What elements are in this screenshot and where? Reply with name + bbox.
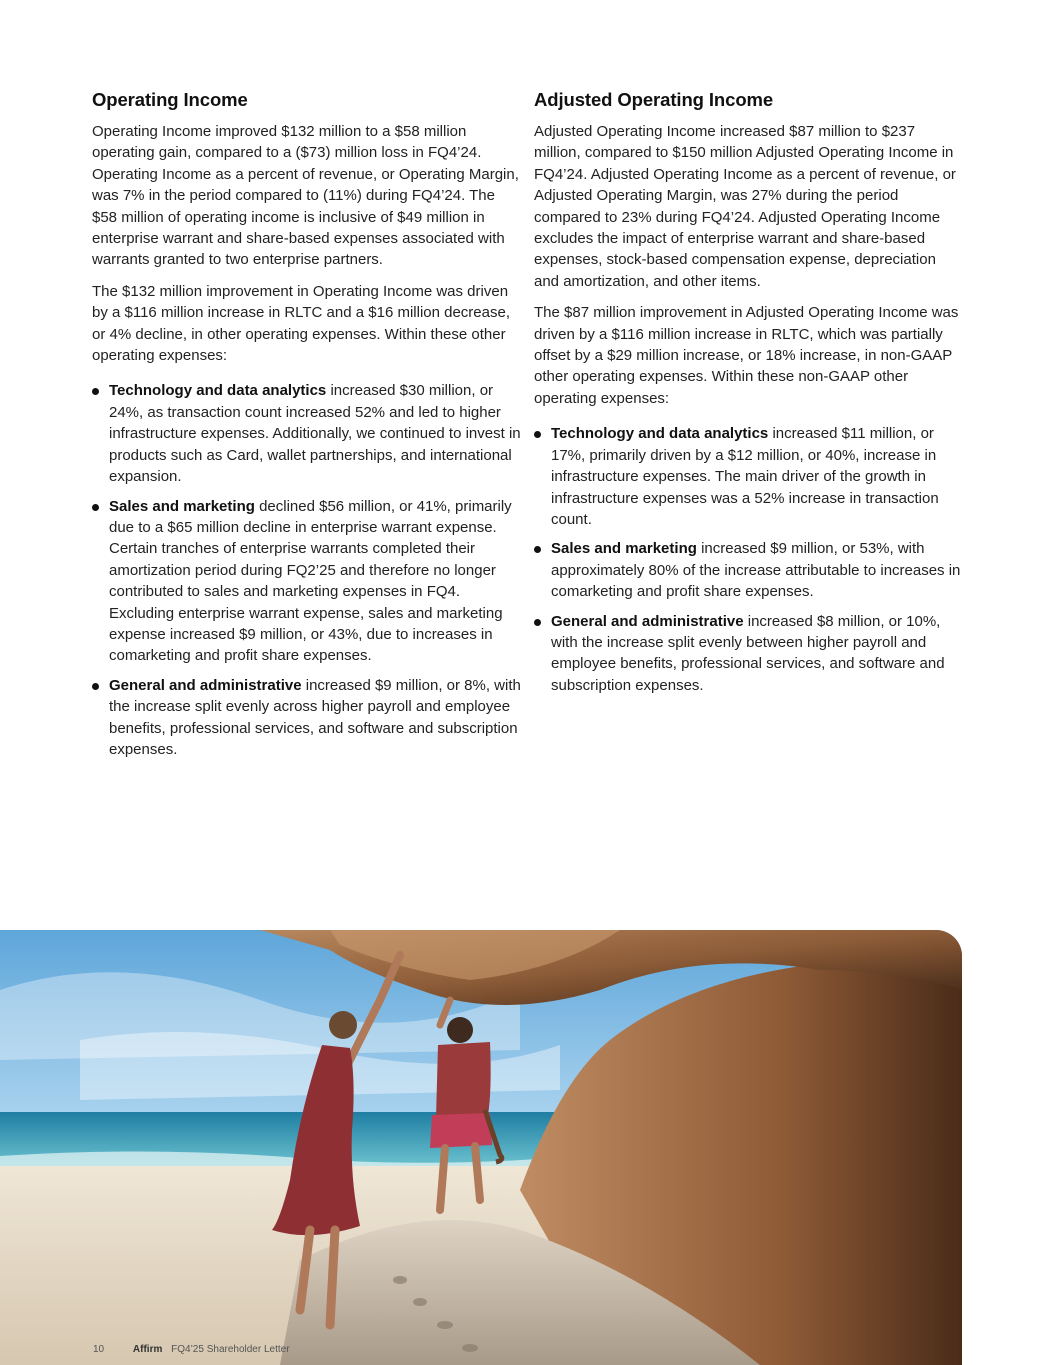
operating-income-paragraph-1: Operating Income improved $132 million to a $58 million operating gain, compared to a ($73) million loss in FQ4’24. Operating Income as a percent of revenue, or Operating Margin, was 7% in the period compared to (11%) during FQ4’24. The $58 million of operating income is inclusive of $49 million in enterprise warrant and share-based expenses associated with warrants granted to two enterprise partners. <box>92 123 519 269</box>
list-item-text: increased $8 million, or 10%, with the increase split evenly between higher payroll and employee benefits, professional services, and software and subscription expenses. <box>551 612 945 694</box>
page-footer <box>93 1344 290 1355</box>
brand-name: Affirm <box>132 1344 163 1355</box>
page-number: 10 <box>93 1344 105 1355</box>
list-item-text: declined $56 million, or 41%, primarily due to a $65 million decline in enterprise warrant expense. Certain tranches of enterprise warrants completed their amortization period during FQ2’25 and therefore no longer contributed to sales and marketing expenses in FQ4. Excluding enterprise warrant expense, sales and marketing expense increased $9 million, or 43%, due to increases in comarketing and profit share expenses. <box>109 497 512 665</box>
list-item-label: Sales and marketing <box>551 540 697 558</box>
bullet-icon <box>92 388 99 395</box>
non-gaap-expense-list <box>534 423 964 696</box>
list-item-label: General and administrative <box>551 612 744 630</box>
bullet-icon <box>534 546 541 553</box>
operating-income-heading: Operating Income <box>92 89 248 110</box>
list-item <box>534 611 964 697</box>
list-item <box>534 538 964 602</box>
list-item-label: Technology and data analytics <box>551 425 769 443</box>
right-column <box>534 88 964 704</box>
document-title: FQ4’25 Shareholder Letter <box>171 1344 290 1355</box>
adjusted-operating-income-paragraph-1: Adjusted Operating Income increased $87 million to $237 million, compared to $150 million Adjusted Operating Income in FQ4’24. Adjusted Operating Income as a percent of revenue, or Adjusted Operating Margin, was 27% during the period compared to 23% during FQ4’24. Adjusted Operating Income excludes the impact of enterprise warrant and share-based expenses, stock-based compensation expense, depreciation and amortization, and other items. <box>534 123 956 290</box>
bullet-icon <box>534 431 541 438</box>
adjusted-operating-income-heading: Adjusted Operating Income <box>534 89 774 110</box>
list-item-label: Sales and marketing <box>109 497 255 515</box>
list-item-text: increased $11 million, or 17%, primarily driven by a $12 million, or 40%, increase in infrastructure expenses. The main driver of the growth in infrastructure expenses was a 52% increase in transaction count. <box>551 425 939 528</box>
list-item-text: increased $9 million, or 8%, with the increase split evenly across higher payroll and employee benefits, professional services, and software and subscription expenses. <box>109 676 521 758</box>
list-item <box>92 496 522 667</box>
list-item <box>92 380 522 487</box>
list-item-text: increased $9 million, or 53%, with approximately 80% of the increase attributable to increases in comarketing and profit share expenses. <box>551 540 961 601</box>
list-item-label: Technology and data analytics <box>109 382 327 400</box>
list-item <box>92 675 522 761</box>
adjusted-operating-income-paragraph-2: The $87 million improvement in Adjusted Operating Income was driven by a $116 million increase in RLTC, which was partially offset by a $29 million increase, or 18% increase, in non-GAAP other operating expenses. Within these non-GAAP other operating expenses: <box>534 304 959 407</box>
left-column <box>92 88 522 768</box>
operating-expense-list <box>92 380 522 760</box>
beach-cave-photo <box>0 930 962 1365</box>
list-item-label: General and administrative <box>109 676 302 694</box>
list-item <box>534 423 964 530</box>
bullet-icon <box>534 619 541 626</box>
list-item-text: increased $30 million, or 24%, as transaction count increased 52% and led to higher infrastructure expenses. Additionally, we continued to invest in products such as Card, wallet partnerships, and international expansion. <box>109 382 521 486</box>
bullet-icon <box>92 504 99 511</box>
bullet-icon <box>92 683 99 690</box>
operating-income-paragraph-2: The $132 million improvement in Operating Income was driven by a $116 million increase in RLTC and a $16 million decrease, or 4% decline, in other operating expenses. Within these other operating expenses: <box>92 282 511 365</box>
